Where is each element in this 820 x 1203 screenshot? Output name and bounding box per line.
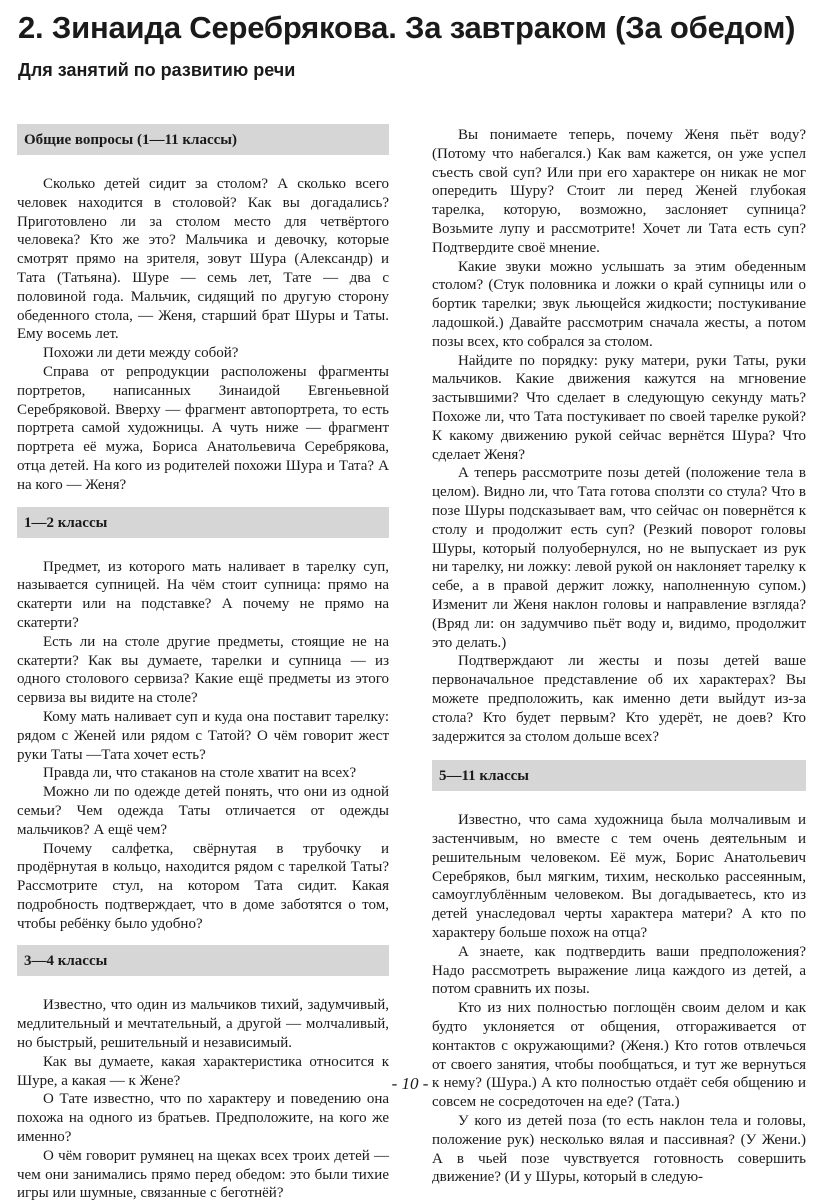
paragraph: Предмет, из которого мать наливает в тарелку суп, называется супницей. На чём стоит супница: прямо на скатерти или на подставке? А почему не прямо на скатерти?	[17, 558, 389, 631]
section-heading-general: Общие вопросы (1—11 классы)	[17, 124, 389, 155]
page-subtitle: Для занятий по развитию речи	[18, 60, 296, 80]
paragraph: О Тате известно, что по характеру и поведению она похожа на одного из братьев. Предположите, на кого же именно?	[17, 1091, 389, 1146]
paragraph: Кому мать наливает суп и куда она поставит тарелку: рядом с Женей или рядом с Татой? О чём говорит жест руки Таты —Тата хочет есть?	[17, 708, 389, 763]
section-heading-grades-1-2: 1—2 классы	[17, 507, 389, 538]
paragraph: Есть ли на столе другие предметы, стоящие не на скатерти? Как вы думаете, тарелки и супница — из одного столового сервиза? Какие ещё предметы из этого сервиза вы видите на столе?	[17, 633, 389, 707]
paragraph: Найдите по порядку: руку матери, руки Таты, руки мальчиков. Какие движения кажутся на мгновение застывшими? Что сделает в следующую секунду мать? Похоже ли, что Тата постукивает по своей тарелке рукой? К какому движению рукой сейчас вернётся Шура? Что сделает Женя?	[432, 352, 806, 463]
paragraph: Известно, что сама художница была молчаливым и застенчивым, но вместе с тем очень деятельным и решительным человеком. Её муж, Борис Анатольевич Серебряков, был мягким, тихим, несколько рассеянным, самоуглублённым человеком. Вы догадываетесь, кто из детей унаследовал черты характера матери? А кто по характеру больше похож на отца?	[432, 812, 806, 942]
paragraph: Какие звуки можно услышать за этим обеденным столом? (Стук половника и ложки о край супницы или о бортик тарелки; звук льющейся жидкости; постукивание ладошкой.) Давайте рассмотрим сначала жесты, а потом позы всех, кто собрался за столом.	[432, 258, 806, 350]
right-column	[432, 126, 806, 1187]
paragraph: А знаете, как подтвердить ваши предположения? Надо рассмотреть выражение лица каждого из детей, а потом сравнить их позы.	[432, 943, 806, 998]
page-number: - 10 -	[391, 1074, 429, 1093]
paragraph: А теперь рассмотрите позы детей (положение тела в целом). Видно ли, что Тата готова сползти со стула? Что в позе Шуры подсказывает вам, что сейчас он повернётся к столу и продолжит есть суп? (Резкий поворот головы Шуры, который полуобернулся, но не выпускает из рук ни тарелку, ни ложку: левой рукой он наклоняет тарелку к себе, а в правой держит ложку, наполненную супом.) Изменит ли Женя наклон головы и направление взгляда? (Вряд ли: он задумчиво пьёт воду и, видимо, продолжит это делать.)	[432, 465, 806, 651]
paragraph: Справа от репродукции расположены фрагменты портретов, написанных Зинаидой Евгеньевной Серебряковой. Вверху — фрагмент автопортрета, то есть портрета самой художницы. А чуть ниже — фрагмент портрета её мужа, Бориса Анатольевича Серебрякова, отца детей. На кого из родителей похожи Шура и Тата? А на кого — Женя?	[17, 363, 389, 493]
page-title: 2. Зинаида Серебрякова. За завтраком (За обедом)	[18, 10, 796, 45]
section-heading-grades-5-11: 5—11 классы	[432, 760, 806, 791]
paragraph: Вы понимаете теперь, почему Женя пьёт воду? (Потому что набегался.) Как вам кажется, он уже успел съесть свой суп? Или при его характере он никак не мог опередить Шуру? Стоит ли перед Женей глубокая тарелка, которую, возможно, заслоняет супница? Возьмите лупу и рассмотрите! Хочет ли Тата есть суп? Подтвердите своё мнение.	[432, 127, 806, 256]
paragraph: Правда ли, что стаканов на столе хватит на всех?	[43, 765, 357, 782]
paragraph: Подтверждают ли жесты и позы детей ваше первоначальное представление об их характерах? Вы можете предположить, как именно дети выйдут из-за стола? Кто будет первым? Кто удерёт, не доев? Кто задержится за столом дольше всех?	[432, 653, 806, 745]
paragraph: У кого из детей поза (то есть наклон тела и головы, положение рук) несколько вялая и пассивная? (У Жени.) А в чьей позе чувствуется готовность совершить движение? (И у Шуры, который в следую-	[432, 1113, 806, 1186]
paragraph: Почему салфетка, свёрнутая в трубочку и продёрнутая в кольцо, находится рядом с тарелкой Таты? Рассмотрите стул, на котором Тата сидит. Какая подробность подтверждает, что в доме заботятся о том, чтобы ребёнку было удобно?	[17, 840, 389, 932]
paragraph: Сколько детей сидит за столом? А сколько всего человек находится в столовой? Как вы догадались? Приготовлено ли за столом место для четвёртого человека? Кто же это? Мальчика и девочку, которые смотрят прямо на зрителя, зовут Шура (Александр) и Тата (Татьяна). Шуре — семь лет, Тате — два с половиной года. Мальчик, сидящий по другую сторону обеденного стола, — Женя, старший брат Шуры и Таты. Ему восемь лет.	[17, 176, 389, 343]
section-heading-grades-3-4: 3—4 классы	[17, 945, 389, 976]
left-column	[17, 118, 389, 1203]
paragraph: Можно ли по одежде детей понять, что они из одной семьи? Чем одежда Таты отличается от одежды мальчиков? А ещё чем?	[17, 784, 389, 838]
paragraph: О чём говорит румянец на щеках всех троих детей — чем они занимались прямо перед обедом: это были тихие игры или шумные, связанные с беготнёй?	[17, 1147, 389, 1202]
paragraph: Похожи ли дети между собой?	[43, 345, 239, 362]
paragraph: Кто из них полностью поглощён своим делом и как будто уклоняется от общения, отгораживается от контактов с окружающими? (Женя.) Кто готов отвлечься от своего занятия, чтобы пообщаться, и тут же вернуться к нему? (Шура.) А кто полностью отдаёт себя общению и совсем не сосредоточен на еде? (Тата.)	[432, 1000, 806, 1111]
paragraph: Как вы думаете, какая характеристика относится к Шуре, а какая — к Жене?	[17, 1053, 389, 1089]
paragraph: Известно, что один из мальчиков тихий, задумчивый, медлительный и мечтательный, а другой — молчаливый, но быстрый, решительный и независимый.	[17, 997, 389, 1052]
